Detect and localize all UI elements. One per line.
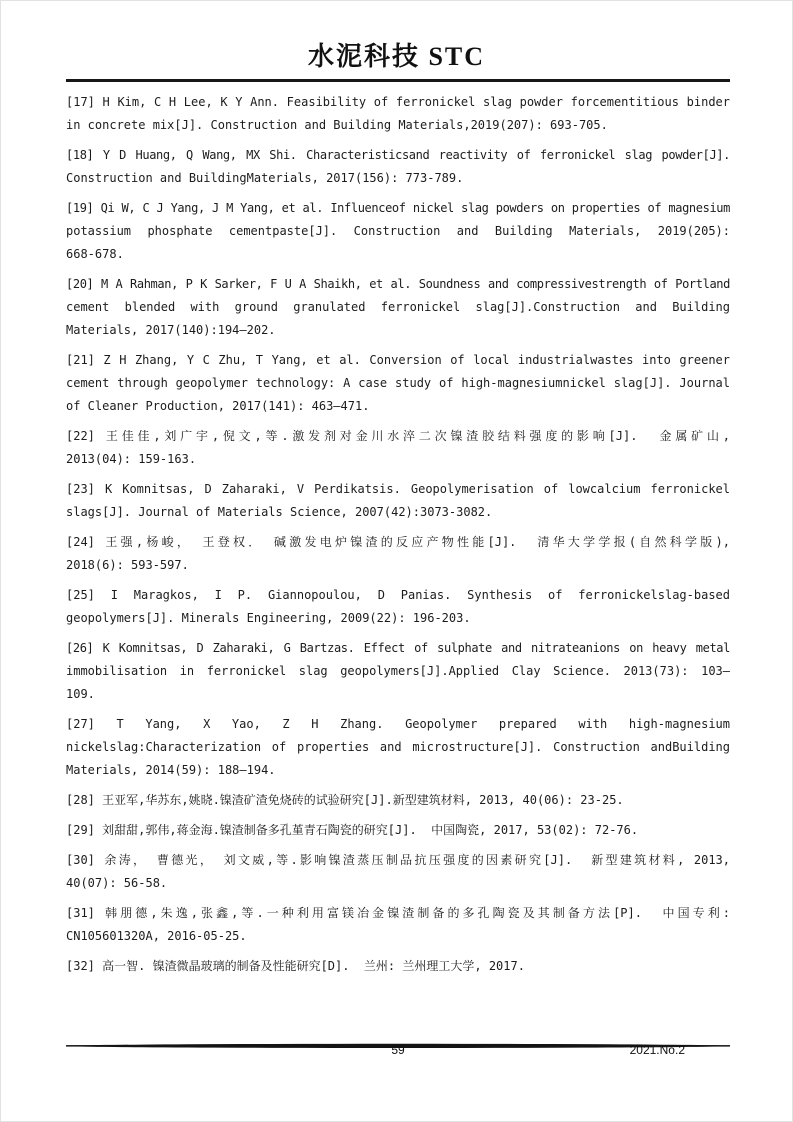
reference-line: [24] 王强,杨峻， 王登权． 碱激发电炉镍渣的反应产物性能[J]. 清华大学学报(自然科学版), <box>66 535 730 549</box>
reference-item <box>66 91 730 137</box>
reference-line: immobilisation in ferronickel slag geopolymers[J].Applied Clay Science. 2013(73): 103– <box>66 664 730 678</box>
reference-line: 668-678. <box>66 247 124 261</box>
reference-line: [21] Z H Zhang, Y C Zhu, T Yang, et al. Conversion of local industrialwastes into greener <box>66 353 730 367</box>
reference-item <box>66 197 730 266</box>
reference-line: potassium phosphate cementpaste[J]. Construction and Building Materials, 2019(205): <box>66 224 730 238</box>
reference-line: [30] 余涛， 曹德光， 刘文威,等.影响镍渣蒸压制品抗压强度的因素研究[J]. 新型建筑材料, 2013, <box>66 853 730 867</box>
reference-line: Materials, 2017(140):194–202. <box>66 323 276 337</box>
reference-line: 2013(04): 159-163. <box>66 452 197 466</box>
reference-line: [17] H Kim, C H Lee, K Y Ann. Feasibility of ferronickel slag powder forcementitious binder <box>66 95 730 109</box>
reference-line: [27] T Yang, X Yao, Z H Zhang. Geopolymer prepared with high-magnesium <box>66 717 730 731</box>
reference-line: [31] 韩朋德,朱逸,张鑫,等.一种利用富镁冶金镍渣制备的多孔陶瓷及其制备方法[P]. 中国专利: <box>66 906 730 920</box>
reference-line: [18] Y D Huang, Q Wang, MX Shi. Characteristicsand reactivity of ferronickel slag powder[J]. <box>66 148 730 162</box>
reference-item <box>66 425 730 471</box>
reference-item <box>66 955 730 978</box>
issue-number: 2021.No.2 <box>629 1043 685 1057</box>
reference-line: of Cleaner Production, 2017(141): 463–471. <box>66 399 370 413</box>
reference-item <box>66 273 730 342</box>
reference-line: geopolymers[J]. Minerals Engineering, 2009(22): 196-203. <box>66 611 471 625</box>
reference-line: Materials, 2014(59): 188–194. <box>66 763 276 777</box>
reference-item <box>66 637 730 706</box>
reference-list <box>66 82 730 978</box>
reference-line: [19] Qi W, C J Yang, J M Yang, et al. Influenceof nickel slag powders on properties of magnesium <box>66 201 730 215</box>
reference-line: nickelslag:Characterization of properties and microstructure[J]. Construction andBuilding <box>66 740 730 754</box>
reference-line: cement through geopolymer technology: A case study of high-magnesiumnickel slag[J]. Journal <box>66 376 730 390</box>
reference-line: [23] K Komnitsas, D Zaharaki, V Perdikatsis. Geopolymerisation of lowcalcium ferronickel <box>66 482 730 496</box>
reference-item <box>66 713 730 782</box>
reference-item <box>66 531 730 577</box>
reference-line: [32] 高一智. 镍渣微晶玻璃的制备及性能研究[D]. 兰州: 兰州理工大学, 2017. <box>66 959 525 973</box>
reference-line: [26] K Komnitsas, D Zaharaki, G Bartzas. Effect of sulphate and nitrateanions on heavy metal <box>66 641 730 655</box>
reference-line: 109. <box>66 687 95 701</box>
reference-line: [20] M A Rahman, P K Sarker, F U A Shaikh, et al. Soundness and compressivestrength of Portland <box>66 277 730 291</box>
page-footer <box>66 1042 730 1058</box>
reference-line: [25] I Maragkos, I P. Giannopoulou, D Panias. Synthesis of ferronickelslag-based <box>66 588 730 602</box>
reference-line: [29] 刘甜甜,郭伟,蒋金海.镍渣制备多孔堇青石陶瓷的研究[J]. 中国陶瓷, 2017, 53(02): 72-76. <box>66 823 639 837</box>
reference-line: [22] 王佳佳,刘广宇,倪文,等.激发剂对金川水淬二次镍渣胶结料强度的影响[J]. 金属矿山, <box>66 429 730 443</box>
reference-item <box>66 902 730 948</box>
reference-item <box>66 349 730 418</box>
reference-line: in concrete mix[J]. Construction and Building Materials,2019(207): 693-705. <box>66 118 608 132</box>
reference-item <box>66 584 730 630</box>
reference-item <box>66 849 730 895</box>
reference-line: cement blended with ground granulated ferronickel slag[J].Construction and Building <box>66 300 730 314</box>
reference-item <box>66 789 730 812</box>
reference-item <box>66 478 730 524</box>
reference-line: slags[J]. Journal of Materials Science, 2007(42):3073-3082. <box>66 505 493 519</box>
journal-title: 水泥科技 STC <box>307 42 486 71</box>
reference-item <box>66 144 730 190</box>
page-number: 59 <box>391 1043 405 1057</box>
page-content <box>66 79 730 978</box>
reference-line: 2018(6): 593-597. <box>66 558 189 572</box>
reference-line: Construction and BuildingMaterials, 2017(156): 773-789. <box>66 171 464 185</box>
reference-line: CN105601320A, 2016-05-25. <box>66 929 247 943</box>
reference-line: [28] 王亚军,华苏东,姚晓.镍渣矿渣免烧砖的试验研究[J].新型建筑材料, 2013, 40(06): 23-25. <box>66 793 624 807</box>
reference-item <box>66 819 730 842</box>
reference-line: 40(07): 56-58. <box>66 876 168 890</box>
